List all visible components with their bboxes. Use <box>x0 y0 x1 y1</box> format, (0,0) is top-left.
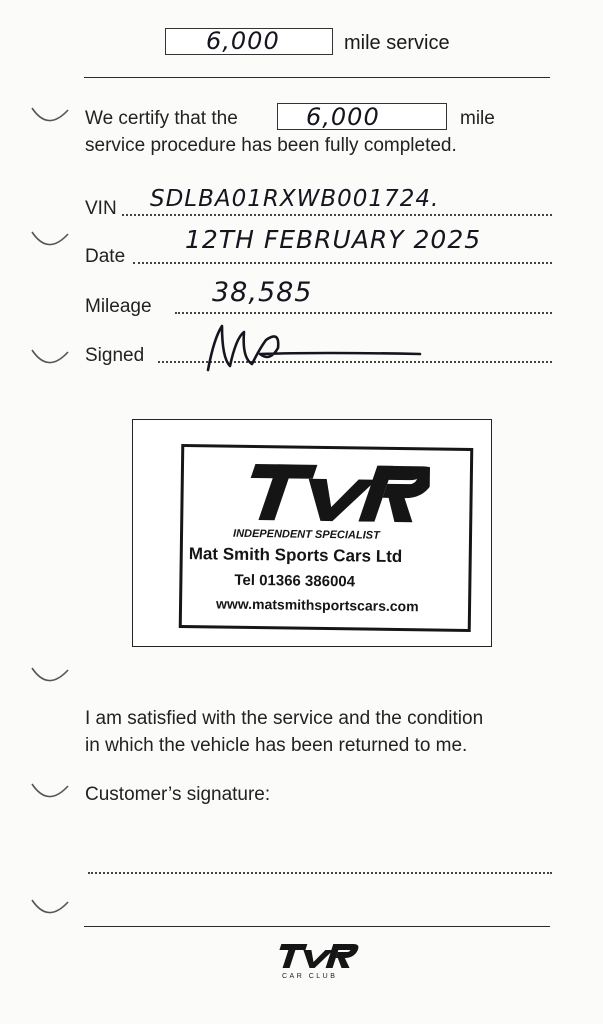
binder-hole <box>32 784 68 797</box>
customer-statement-line1: I am satisfied with the service and the condition <box>85 708 484 729</box>
binder-hole <box>32 108 68 121</box>
footer-subtitle: CAR CLUB <box>282 973 338 980</box>
vin-line <box>122 214 552 216</box>
page-title: mile service <box>344 32 450 54</box>
mileage-value: 38,585 <box>212 277 313 308</box>
binder-hole <box>32 232 68 245</box>
signed-label: Signed <box>85 345 145 366</box>
stamp-line2: Mat Smith Sports Cars Ltd <box>188 544 403 567</box>
header-mileage-value: 6,000 <box>206 27 280 55</box>
certify-prefix: We certify that the <box>85 108 238 129</box>
binder-hole <box>32 668 68 681</box>
vin-label: VIN <box>85 198 117 219</box>
mileage-label: Mileage <box>85 296 152 317</box>
date-value: 12TH FEBRUARY 2025 <box>185 225 482 254</box>
certify-suffix: mile <box>460 108 495 129</box>
customer-signature-line <box>88 872 552 874</box>
header-mileage-box <box>165 28 333 55</box>
footer-rule <box>84 926 550 927</box>
binder-holes <box>28 0 78 1024</box>
certify-mileage-value: 6,000 <box>306 103 380 131</box>
technician-signature <box>200 318 430 378</box>
dealer-stamp <box>179 444 474 632</box>
footer-tvr-logo <box>270 942 360 972</box>
date-line <box>133 262 552 264</box>
stamp-line3: Tel 01366 386004 <box>234 571 356 591</box>
stamp-line1: INDEPENDENT SPECIALIST <box>232 527 380 542</box>
certify-line2: service procedure has been fully completed. <box>85 135 457 156</box>
header-rule <box>84 77 550 78</box>
mileage-line <box>175 312 552 314</box>
customer-signature-label: Customer’s signature: <box>85 784 271 805</box>
customer-statement-line2: in which the vehicle has been returned to me. <box>85 735 468 756</box>
stamp-tvr-logo <box>229 456 430 529</box>
vin-value: SDLBA01RXWB001724. <box>150 186 440 212</box>
certify-mileage-box <box>277 103 447 130</box>
binder-hole <box>32 900 68 913</box>
stamp-line4: www.matsmithsportscars.com <box>215 595 419 615</box>
binder-hole <box>32 350 68 363</box>
date-label: Date <box>85 246 126 267</box>
